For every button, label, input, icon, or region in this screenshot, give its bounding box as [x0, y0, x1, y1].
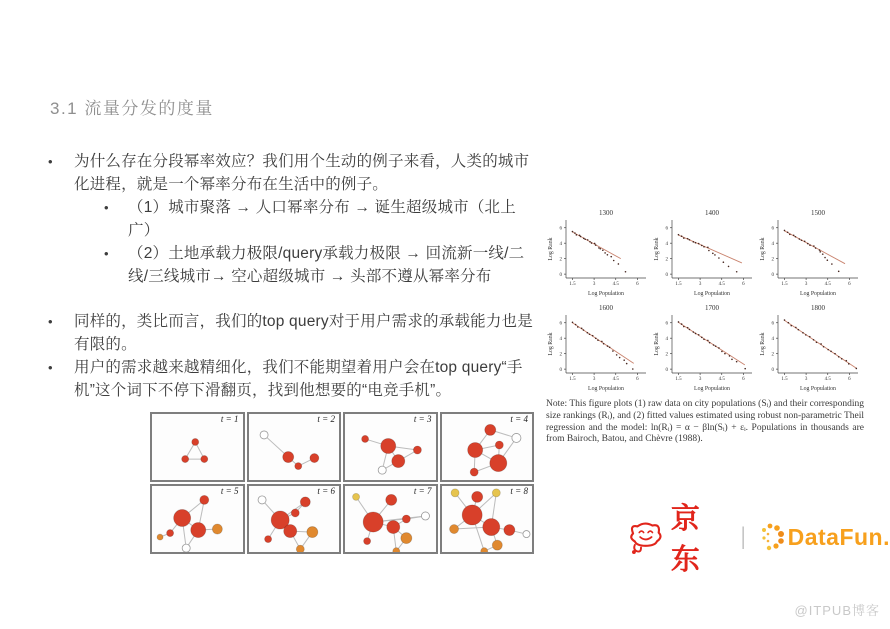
- network-panel-t=4: [440, 412, 535, 482]
- svg-text:4: 4: [771, 337, 774, 342]
- svg-text:0: 0: [665, 272, 668, 278]
- network-panel-label: t = 7: [413, 486, 432, 496]
- network-panel-label: t = 1: [220, 414, 239, 424]
- svg-text:4.5: 4.5: [612, 377, 619, 382]
- network-panel-t=6: [247, 484, 342, 554]
- svg-text:Log Population: Log Population: [800, 291, 836, 297]
- chart-note: Note: This figure plots (1) raw data on city populations (Sᵢ) and their corresponding size rankings (Rᵢ), and (2) fitted values estimated using robust non-parametric Theil regression and the model: ln(Rᵢ) = α − βln(Sᵢ) + εᵢ. Populations in thousands are from Bairoch, Batou, and Chèvre (1988).: [546, 399, 864, 445]
- svg-text:Log Population: Log Population: [694, 291, 730, 297]
- svg-text:0: 0: [559, 367, 562, 373]
- svg-text:Log Rank: Log Rank: [654, 332, 660, 356]
- svg-text:Log Rank: Log Rank: [760, 237, 766, 261]
- network-panel-t=2: [247, 412, 342, 482]
- datafun-dots-icon: [760, 522, 786, 552]
- svg-text:3: 3: [804, 377, 808, 382]
- bullet-text: （1）城市聚落 → 人口幂率分布 → 诞生超级城市（北上广）: [128, 199, 516, 239]
- svg-text:3: 3: [698, 377, 702, 382]
- svg-text:1400: 1400: [705, 209, 719, 217]
- network-panel-label: t = 3: [413, 414, 432, 424]
- bullet-text: 同样的，类比而言，我们的top query对于用户需求的承载能力也是有限的。: [74, 313, 533, 353]
- svg-text:6: 6: [771, 226, 774, 232]
- svg-text:6: 6: [742, 282, 745, 287]
- bullet-item: [104, 196, 536, 242]
- bullet-dot: •: [104, 246, 109, 261]
- bullet-item: [48, 356, 536, 402]
- jd-dog-mascot-icon: [626, 517, 665, 557]
- svg-text:4.5: 4.5: [718, 282, 725, 287]
- svg-text:1.5: 1.5: [569, 282, 576, 287]
- svg-text:0: 0: [559, 272, 562, 278]
- svg-text:1.5: 1.5: [781, 377, 788, 382]
- svg-text:Log Population: Log Population: [588, 291, 624, 297]
- bullet-text: （2）土地承载力极限/query承载力极限 → 回流新一线/二线/三线城市→ 空心超级城市 → 头部不遵从幂率分布: [128, 245, 525, 285]
- svg-text:3: 3: [804, 282, 808, 287]
- chart-panel-1800: [758, 301, 864, 396]
- svg-text:4: 4: [665, 337, 668, 342]
- slide-title: 3.1 流量分发的度量: [50, 99, 214, 118]
- network-panel-label: t = 6: [317, 486, 335, 496]
- chart-panel-1400: [652, 206, 758, 301]
- chart-panel-1600: [546, 301, 652, 396]
- svg-text:6: 6: [771, 321, 774, 327]
- watermark: @ITPUB博客: [794, 603, 880, 618]
- svg-text:4: 4: [771, 242, 774, 247]
- svg-text:2: 2: [559, 352, 562, 358]
- network-panel-label: t = 8: [510, 486, 528, 496]
- datafun-wordmark: DataFun.: [787, 523, 890, 550]
- bullet-dot: •: [48, 314, 53, 329]
- logo-separator: |: [741, 523, 746, 550]
- network-panel-t=7: [343, 484, 438, 554]
- svg-text:1.5: 1.5: [675, 377, 682, 382]
- svg-text:2: 2: [665, 352, 668, 358]
- svg-text:2: 2: [771, 352, 774, 358]
- datafun-logo: [760, 522, 890, 552]
- svg-text:0: 0: [771, 272, 774, 278]
- network-panel-t=3: [343, 412, 438, 482]
- svg-text:4: 4: [559, 242, 562, 247]
- bullet-item: [104, 242, 536, 288]
- svg-text:4.5: 4.5: [718, 377, 725, 382]
- svg-text:1.5: 1.5: [675, 282, 682, 287]
- network-panel-t=1: [150, 412, 245, 482]
- svg-text:4.5: 4.5: [612, 282, 619, 287]
- svg-text:Log Population: Log Population: [588, 386, 624, 392]
- svg-text:2: 2: [771, 257, 774, 263]
- svg-text:1800: 1800: [811, 304, 825, 312]
- bullet-list: [48, 150, 536, 402]
- svg-text:Log Rank: Log Rank: [654, 237, 660, 261]
- svg-text:6: 6: [848, 282, 851, 287]
- footer-logos: [626, 503, 890, 576]
- svg-text:Log Population: Log Population: [694, 386, 730, 392]
- svg-text:0: 0: [665, 367, 668, 373]
- network-panel-t=8: [440, 484, 535, 554]
- bullet-text: 用户的需求越来越精细化，我们不能期望着用户会在top query“手机”这个词下不停下滑翻页，找到他想要的“电竞手机”。: [74, 359, 523, 399]
- svg-text:3: 3: [592, 377, 596, 382]
- network-evolution-figure: [150, 412, 534, 554]
- svg-text:Log Rank: Log Rank: [760, 332, 766, 356]
- svg-text:Log Rank: Log Rank: [548, 237, 554, 261]
- svg-text:3: 3: [592, 282, 596, 287]
- svg-text:4: 4: [665, 242, 668, 247]
- bullet-item: [48, 150, 536, 196]
- svg-text:6: 6: [636, 377, 639, 382]
- rank-size-chart-figure: [546, 206, 864, 396]
- svg-text:1.5: 1.5: [569, 377, 576, 382]
- bullet-dot: •: [48, 154, 53, 169]
- jd-logo: [626, 496, 727, 578]
- svg-text:6: 6: [665, 226, 668, 232]
- network-panel-label: t = 2: [317, 414, 335, 424]
- svg-text:6: 6: [636, 282, 639, 287]
- svg-text:6: 6: [559, 226, 562, 232]
- bullet-dot: •: [48, 360, 53, 375]
- svg-text:2: 2: [665, 257, 668, 263]
- bullet-text: 为什么存在分段幂率效应？我们用个生动的例子来看，人类的城市化进程，就是一个幂率分布在生活中的例子。: [74, 153, 530, 193]
- network-panel-t=5: [150, 484, 245, 554]
- jd-wordmark: 京东: [670, 503, 703, 576]
- svg-text:Log Population: Log Population: [800, 386, 836, 392]
- svg-text:6: 6: [742, 377, 745, 382]
- chart-panel-1500: [758, 206, 864, 301]
- bullet-item: [48, 310, 536, 356]
- svg-text:1600: 1600: [599, 304, 613, 312]
- svg-text:1300: 1300: [599, 209, 613, 217]
- svg-text:4: 4: [559, 337, 562, 342]
- svg-text:4.5: 4.5: [824, 377, 831, 382]
- svg-text:6: 6: [665, 321, 668, 327]
- svg-text:2: 2: [559, 257, 562, 263]
- svg-text:1500: 1500: [811, 209, 825, 217]
- network-panel-label: t = 5: [220, 486, 239, 496]
- network-panel-label: t = 4: [510, 414, 528, 424]
- chart-panel-1300: [546, 206, 652, 301]
- svg-text:6: 6: [848, 377, 851, 382]
- svg-text:1.5: 1.5: [781, 282, 788, 287]
- svg-text:0: 0: [771, 367, 774, 373]
- bullet-dot: •: [104, 200, 109, 215]
- svg-text:3: 3: [698, 282, 702, 287]
- svg-text:6: 6: [559, 321, 562, 327]
- svg-text:1700: 1700: [705, 304, 719, 312]
- svg-text:4.5: 4.5: [824, 282, 831, 287]
- chart-panel-1700: [652, 301, 758, 396]
- svg-text:Log Rank: Log Rank: [548, 332, 554, 356]
